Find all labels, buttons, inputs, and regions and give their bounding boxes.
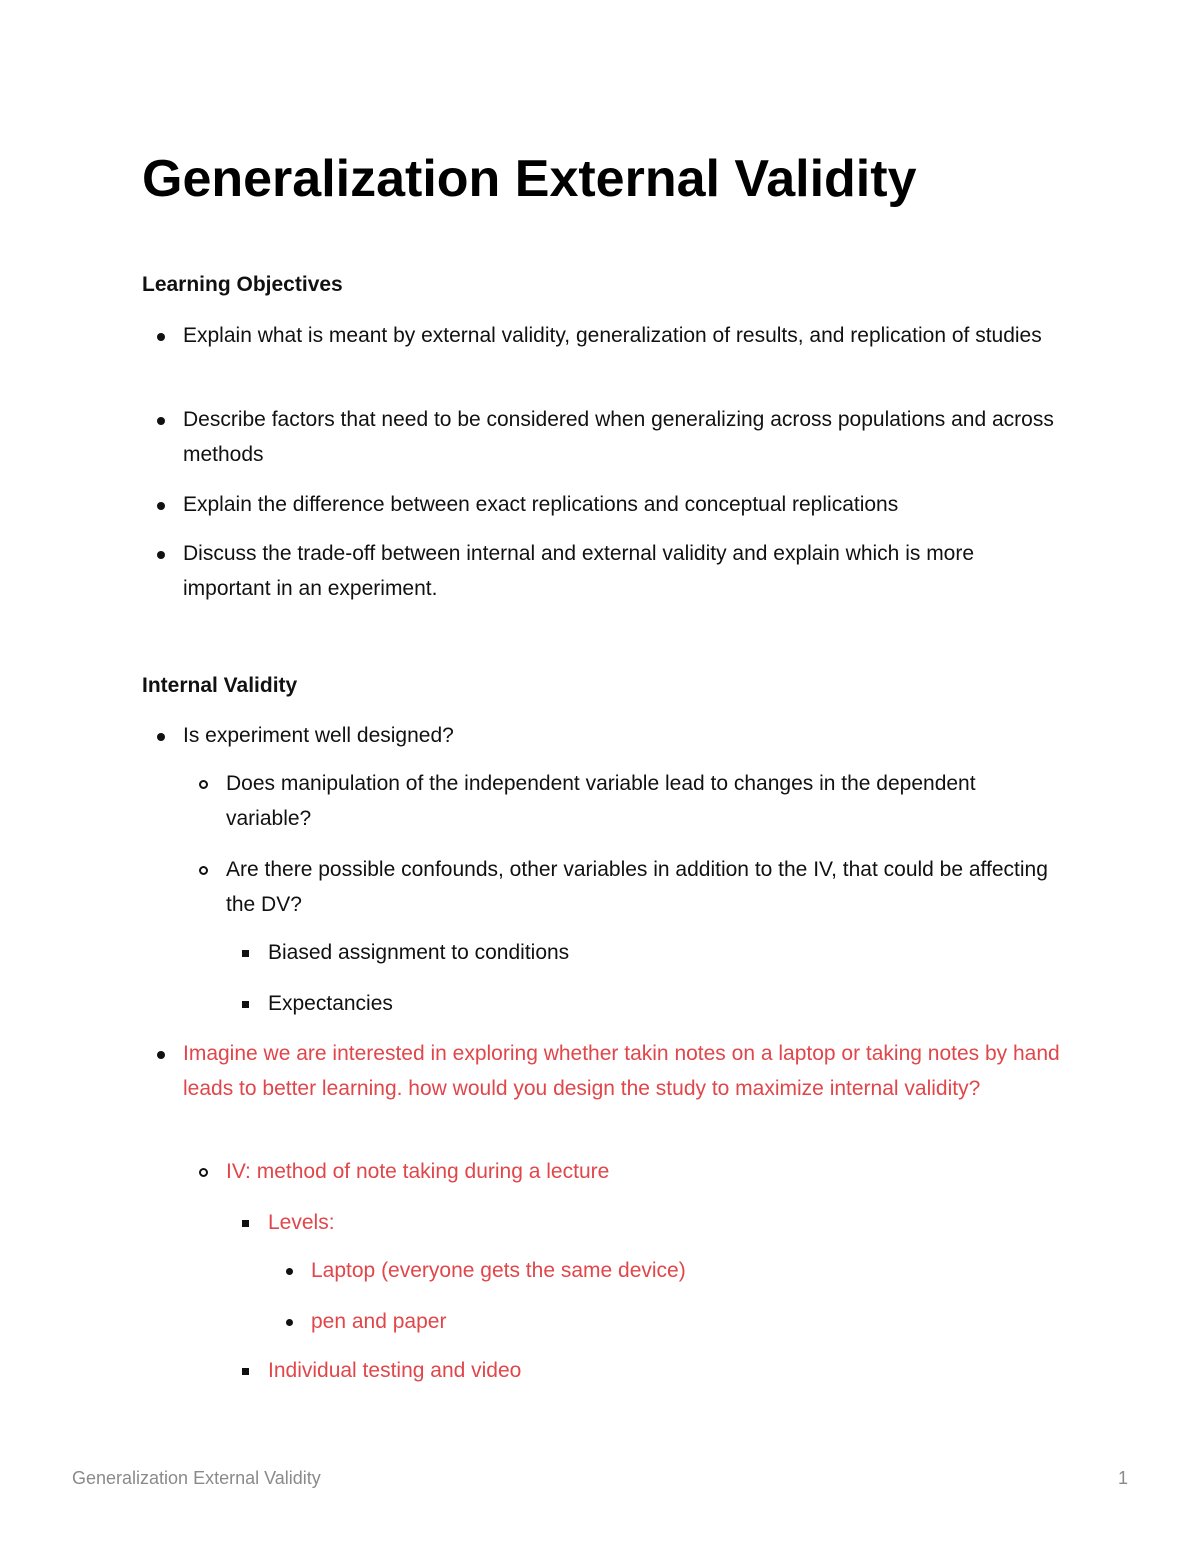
list-item (226, 766, 1066, 836)
section-heading-learning-objectives: Learning Objectives (142, 273, 343, 296)
square-bullet-icon (242, 1001, 249, 1008)
bullet-icon (157, 1051, 165, 1059)
list-item (183, 402, 1063, 472)
list-item-text: Explain the difference between exact replications and conceptual replications (183, 493, 899, 516)
list-item-text: Expectancies (268, 992, 393, 1015)
list-item-text: Biased assignment to conditions (268, 941, 570, 964)
list-item (183, 318, 1063, 353)
list-item-text: Describe factors that need to be considered when generalizing across populations and across methods (183, 408, 1054, 466)
square-bullet-icon (242, 1368, 249, 1375)
list-item-text: Are there possible confounds, other variables in addition to the IV, that could be affecting the DV? (226, 858, 1048, 916)
bullet-icon (157, 417, 165, 425)
list-item (311, 1304, 1071, 1339)
page-number: 1 (1117, 1468, 1128, 1488)
circle-bullet-icon (199, 780, 208, 789)
list-item (183, 487, 1063, 522)
bullet-icon (286, 1268, 293, 1275)
list-item-text: Explain what is meant by external validity, generalization of results, and replication of studies (183, 324, 1042, 347)
list-item (183, 718, 1063, 753)
bullet-icon (286, 1319, 293, 1326)
list-item-text: Does manipulation of the independent variable lead to changes in the dependent variable? (226, 772, 976, 830)
list-item-text: Imagine we are interested in exploring whether takin notes on a laptop or taking notes by hand leads to better learning. how would you design the study to maximize internal validity? (183, 1042, 1060, 1100)
footer-title: Generalization External Validity (72, 1468, 321, 1488)
list-item (268, 935, 1068, 970)
list-item (268, 1353, 1068, 1388)
list-item (226, 852, 1066, 922)
list-item-text: Laptop (everyone gets the same device) (311, 1259, 686, 1282)
section-heading-internal-validity: Internal Validity (142, 674, 298, 697)
list-item-text: pen and paper (311, 1310, 447, 1333)
list-item (183, 536, 1063, 606)
square-bullet-icon (242, 950, 249, 957)
list-item-text: Levels: (268, 1211, 335, 1234)
list-item-text: Discuss the trade-off between internal and external validity and explain which is more important in an experiment. (183, 542, 975, 600)
square-bullet-icon (242, 1220, 249, 1227)
circle-bullet-icon (199, 1168, 208, 1177)
bullet-icon (157, 502, 165, 510)
page-title: Generalization External Validity (142, 150, 917, 208)
list-item (268, 986, 1068, 1021)
list-item-text: Is experiment well designed? (183, 724, 454, 747)
list-item (268, 1205, 1068, 1240)
bullet-icon (157, 333, 165, 341)
list-item-text: IV: method of note taking during a lecture (226, 1160, 610, 1183)
list-item (226, 1154, 1066, 1189)
list-item (311, 1253, 1071, 1288)
circle-bullet-icon (199, 866, 208, 875)
list-item (183, 1036, 1073, 1106)
bullet-icon (157, 551, 165, 559)
list-item-text: Individual testing and video (268, 1359, 522, 1382)
bullet-icon (157, 733, 165, 741)
